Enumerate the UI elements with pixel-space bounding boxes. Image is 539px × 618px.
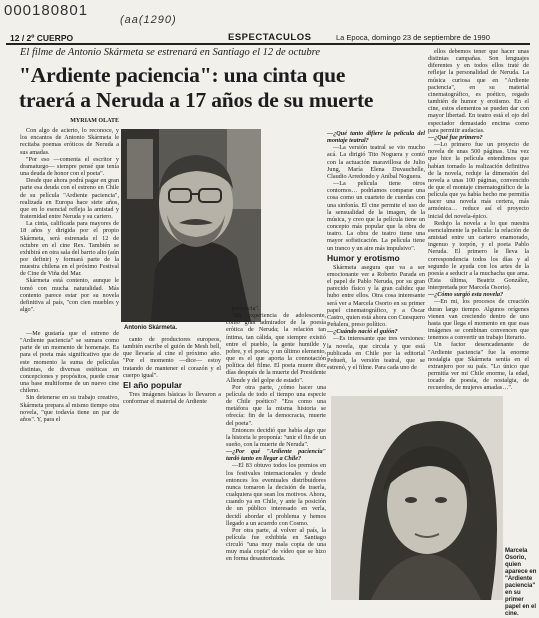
paragraph: Redujo la novela a lo que nuestra esencialmente la película: la relación de amistad entre un cartero enamorado, ingenuo y torpón, y el poeta Pablo Neruda. El primero le lleva la correspondencia todos los días y al segundo le ayuda con los artes de la poesía a seducir a la muchacha que ama. (Esta última, Beatriz González, interpretada por Marcela Osorio). (428, 219, 529, 292)
paragraph: Entonces decidió que había algo que la historia le proponía: "unir el fin de un sueño, con la muerte de Neruda". (226, 426, 326, 448)
interview-question: —¿Cómo surgió esta novela? (428, 291, 504, 299)
column-1 (20, 118, 119, 322)
section-heading: Humor y erotismo (327, 252, 400, 263)
column-4 (327, 130, 425, 392)
osorio-photo-caption: Marcela Osorio, quien aparece en "Ardiente paciencia" en su primer papel en el cine. (505, 548, 537, 617)
column-2 (123, 336, 221, 600)
interview-question: —¿Cuándo nació el guión? (327, 328, 398, 336)
article-subtitle: El filme de Antonio Skármeta se estrenará en Santiago el 12 de octubre (20, 47, 320, 58)
paragraph: "Mi experiencia de adolescente, como gran admirador de la poesía erótica de Neruda; la relación tan íntima, tan cálida, que siempre existió entre el pueblo, la gente humilde y pobre, y el poeta; y un último elemento, que es el que aporta la connotación política del filme. El poeta muere diez días después de la muerte del Presidente Allende y del golpe de estado". (226, 312, 326, 384)
paragraph: —La película tiene otros contornos… podríamos comparar una cosa como un cuarteto de cuerdas con una sinfonía. El cine permite el uso de la sensualidad de la imagen, de la música, y creo que la película tiene un concepto más popular que la obra de teatro. La obra de teatro tiene una mayor sofisticación. La película tiene un tranco y un aire más impulsivo". (327, 180, 425, 252)
archive-number: 000180801 (4, 2, 89, 19)
paragraph: La cinta, calificada para mayores de 18 años y dirigida por el propio Skármeta, será estrenada el 12 de octubre en el cine Rex. También se exhibirá en otra sala del barrio alto (aún por definir) y formará parte de la muestra chilena en el próximo Festival de Cine de Viña del Mar. (20, 220, 119, 278)
paragraph: Desde que ahora podrá pagar en gran parte esa deuda con el estreno en Chile de su película "Ardiente paciencia", realizada en Europa hace siete años, que en lo esencial refleja la amistad y fraternidad entre Neruda y su cartero. (20, 177, 119, 221)
skarmeta-photo (121, 129, 261, 322)
paragraph: ellos debemos tener que hacer unas distintas campañas. Son lenguajes diferentes y en todos ellos traté de reflejar la personalidad de Neruda. La música curiosa que en "Ardiente paciencia", en su material cinematográfico, es poético, regado también de humor y erotismo. En el cine, estos elementos se pueden dar con mayor libertad. En teatro está el ojo del espectador demasiado encima como para permitir audacias. (428, 48, 529, 134)
column-5 (428, 48, 529, 398)
interview-question: —¿Qué fue primero? (428, 133, 483, 141)
paragraph: canto de productores europeos, también escribe el guión de Mesh bell, que llevaría al cine el próximo año. "Por el momento —dice— estoy tratando de mantener el corazón y el cuerpo igual". (123, 336, 221, 379)
paragraph: Tres imágenes básicas lo llevaron a conformar el material de Ardiente (123, 391, 221, 406)
column-3 (226, 305, 326, 600)
osorio-portrait-image (331, 396, 503, 600)
skarmeta-portrait-image (121, 129, 261, 322)
paragraph: —Lo primero fue un proyecto de novela de unas 500 páginas. Una vez que hice la película entendimos que habían tomado la realización definitiva de la novela, reduje la dimensión del novela a unas 100 páginas, convencido de que el montaje cinematográfico de la película que ya había hecho me permitía hacer una novela más certera, más armónica… reduce así el proyecto inicial del novela-épico. (428, 141, 529, 220)
paragraph: "Por eso —comenta el escritor y dramaturgo— siempre pensé que tenía una deuda de honor con el poeta". (20, 155, 119, 178)
header-rule (6, 43, 530, 45)
interview-question: —¿Por qué "Ardiente paciencia" tardó tanto en llegar a Chile? (226, 448, 326, 463)
paragraph: —Me gustaría que el estreno de "Ardiente paciencia" se sumara como parte de un momento de homenaje. Es para el poeta más significativo que de este momento la suma de películas distintas, de diversas estéticas en concepciones y propósitos, puede crear una base multiforme de un nuevo cine chileno. (20, 330, 119, 395)
paragraph: Con algo de acierto, lo reconoce, y los encantos de Antonio Skármeta le recitaba poemas eróticos de Neruda a sus amadas. (20, 127, 119, 156)
article-title-line-2: traerá a Neruda a 17 años de su muerte (19, 88, 374, 112)
skarmeta-photo-caption: Antonio Skármeta. (124, 325, 178, 331)
paragraph: Por otra parte, al volver al país, la película fue exhibida en Santiago circuló "una muy mala copia de una muy mala copia" de vídeo que se hizo en forma desautorizada. (226, 526, 326, 563)
paragraph: —La versión teatral se vio mucho acá. La dirigió Tito Noguera y contó con la actuación maravillosa de Julio Jung, María Elena Duvauchelle, Claudio Arredondo y Aníbal Noguera. (327, 144, 425, 180)
interview-question: —¿Qué tanto difiere la película del montaje teatral? (327, 130, 425, 145)
paragraph: Skármeta está contento, aunque le tomó con mucha naturalidad. Más contento parece estar por su novela definitiva al país, "con cien muebles y algo". (20, 277, 119, 314)
paragraph: —Es interesante que tres versiones: la novela, que circula y que está publicada en Chile por la editorial Peñueñ, la versión teatral, que se estrenó, y el filme. Para cada uno de (327, 335, 425, 371)
archive-code: (aa(1290) (120, 14, 177, 26)
byline: MYRIAM OLATE (70, 118, 119, 124)
paragraph: Un factor desencadenante de "Ardiente paciencia" fue la enorme nostalgia que Skármeta sentía en el extranjero por su país. "Lo único que permitía ver mi Chile enorme, la edad, tocado de poesía, de nostalgia, de recuerdos, de mujeres amadas…". (428, 341, 529, 392)
osorio-photo (331, 396, 503, 600)
section-heading: El año popular (123, 379, 183, 390)
paragraph: —En mi, los procesos de creación duran largo tiempo. Algunos orígenes vienen van creciendo dentro de uno hasta que llega el momento en que esas imágenes se combinan convencen que tenemos a convertir un trabajo literario. (428, 298, 529, 342)
page-number: 12 / 2º CUERPO (10, 33, 74, 43)
paragraph: paciencia". (232, 305, 260, 312)
paragraph: Sin detenerse en su trabajo creativo, Skármeta prepara al mismo tiempo otra novela, "que todavía tiene un par de años". Y, para el (20, 394, 119, 423)
newspaper-date: La Epoca, domingo 23 de septiembre de 1990 (336, 33, 490, 42)
paragraph: Skármeta asegura que va a ser emocionante ver a Roberto Parada en el papel de Pablo Neruda, por su gran parecido físico y la gran calidez que hubo entre ellos. Otra cosa interesante será ver a Marcela Osorio en su primer papel cinematográfico, y a Óscar Castro, quien está ahora con Cuesquero Peñalera, preso político. (327, 263, 425, 329)
paragraph: —El 83 obtuvo todos los premios en los festivales internacionales y desde entonces los eventuales distribuidores nunca tomaron la decisión de traerla, cualquiera que sean los motivos. Ahora, cuando ya en Chile, y ante la posición de un público interesado en verla, decidí abordar el problema y hemos llegado a un acuerdo con Cosmo. (226, 462, 326, 527)
paragraph: Por otra parte, ¿cómo hacer una película de todo el tiempo una especie de Chile poético? "Era como una metáfora que la misma historia se ofrecía: fin de la democracia, muerte del poeta". (226, 383, 326, 427)
section-name: ESPECTACULOS (228, 32, 312, 43)
column-1-continued (20, 330, 119, 600)
article-title-line-1: "Ardiente paciencia": una cinta que (19, 63, 346, 87)
